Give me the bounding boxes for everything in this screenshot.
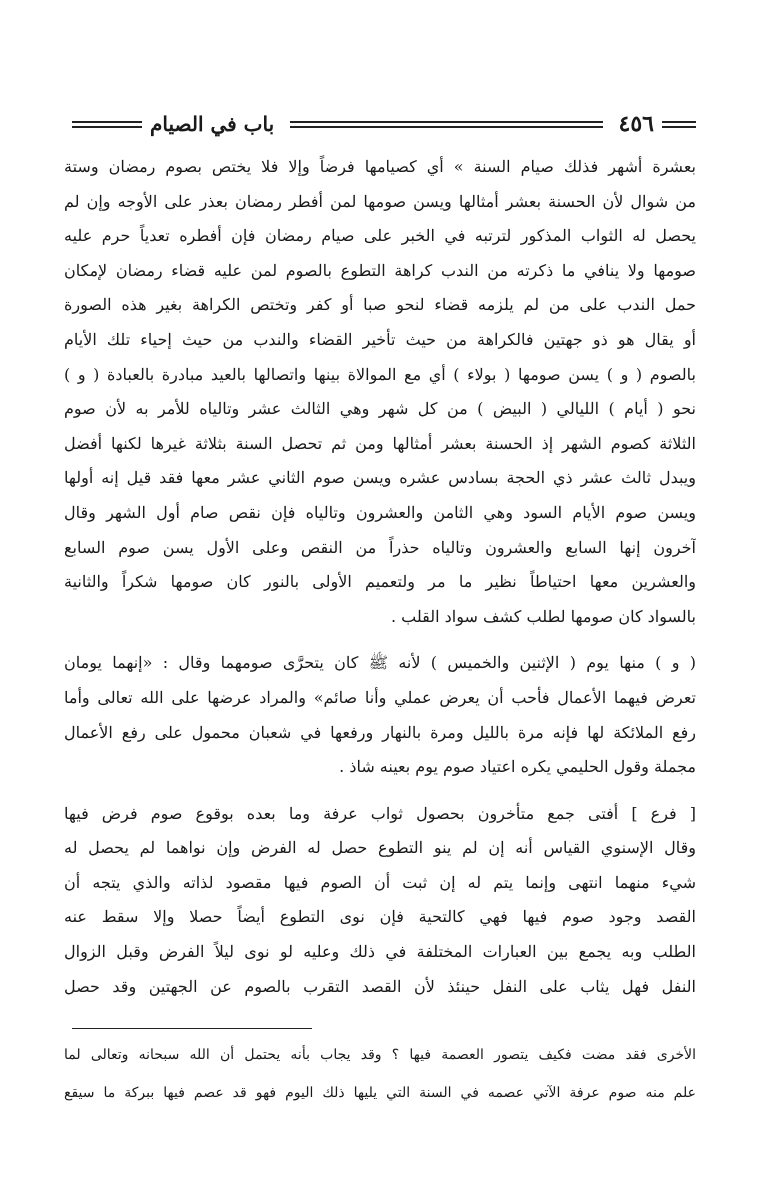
- text-line: بالسواد كان صومها لطلب كشف سواد القلب .: [390, 606, 696, 626]
- text-line: النفل فهل يثاب على النفل حينئذ لأن القصد التقرب بالصوم عن الجهتين وقد حصل: [64, 976, 696, 996]
- text-line: آخرون إنها السابع والعشرون وتالياه حذراً من النقص وعلى الأول يسن صوم السابع: [64, 537, 696, 557]
- footnote-line: علم منه صوم عرفة الآتي عصمه في السنة التي يليها ذلك اليوم فهو قد عصم فيها ببركة ما سيقع: [64, 1085, 696, 1101]
- text-line: الطلب وبه يجمع بين العبارات المختلفة في ذلك وعليه لو نوى ليلاً الفرض وقبل الزوال: [64, 942, 696, 962]
- text-line: بعشرة أشهر فذلك صيام السنة » أي كصيامها فرضاً وإلا فلا يختص بصوم رمضان وستة: [64, 157, 696, 176]
- text-line: تعرض فيهما الأعمال فأحب أن يعرض عملي وأنا صائم» والمراد عرضها على الله تعالى وأما: [64, 687, 696, 707]
- text-line: نحو ( أيام ) الليالي ( البيض ) من كل شهر وهي الثالث عشر وتالياه للأمر به لأن صوم: [64, 399, 696, 419]
- text-line: القصد وجود صوم فيها فهي كالتحية فإن نوى التطوع أيضاً حصلا وإلا سقط عنه: [64, 907, 696, 927]
- text-line: يحصل له الثواب المذكور لترتبه في الخبر على صيام رمضان فإن أفطره تعدياً حرم عليه: [64, 226, 696, 246]
- header-ornament-right: [662, 121, 696, 128]
- text-line: وقال الإسنوي القياس أنه إن لم ينو التطوع حصل له الفرض وإن نواهما لم يحصل له: [64, 838, 696, 858]
- text-line: والعشرين معها احتياطاً نظير ما مر ولتعميم الأولى بالنور كان صومها شكراً والثانية: [64, 572, 696, 592]
- footnote-separator: [72, 1028, 312, 1029]
- chapter-title: باب في الصيام: [150, 112, 275, 136]
- header-ornament-left: [72, 121, 142, 128]
- text-line: شيء منهما انتهى وإنما يتم له إن ثبت أن الصوم فيها مقصود لذاته والذي يتجه أن: [64, 872, 696, 892]
- text-line: ويبدل ثالث عشر ذي الحجة بسادس عشره ويسن صوم الثاني عشر معها فقد قيل إنه أولها: [64, 468, 696, 488]
- page-number: ٤٥٦: [618, 111, 654, 137]
- running-header: [72, 106, 696, 142]
- text-line: رفع الملائكة لها فإنه مرة بالليل ومرة بالنهار ورفعها في شعبان محمول على رفع الأعمال: [64, 722, 696, 742]
- text-line: مجملة وقول الحليمي يكره اعتياد صوم يوم بعينه شاذ .: [339, 757, 696, 777]
- main-text: [64, 150, 696, 1004]
- text-line: من شوال لأن الحسنة بعشر أمثالها ويسن صومها لمن أفطر رمضان بعذر على الأوجه وإن لم: [64, 191, 696, 211]
- paragraph-3: [64, 797, 696, 1005]
- text-line: ( و ) منها يوم ( الإثنين والخميس ) لأنه ﷺ كان يتحرَّى صومهما وقال : «إنهما يومان: [64, 653, 696, 673]
- text-line: الثلاثة كصوم الشهر إذ الحسنة بعشر أمثالها ومن ثم تحصل السنة بثلاثة غيرها لكنها أفضل: [64, 433, 696, 453]
- text-line: أو يقال هو ذو جهتين فالكراهة من حيث تأخير القضاء والندب من حيث إحياء تلك الأيام: [64, 329, 696, 349]
- footnote-line: الأخرى فقد مضت فكيف يتصور العصمة فيها ؟ وقد يجاب بأنه يحتمل أن الله سبحانه وتعالى لما: [64, 1047, 696, 1063]
- text-line: [ فرع ] أفتى جمع متأخرون بحصول ثواب عرفة وما بعده بوقوع صوم فرض فيها: [64, 803, 696, 823]
- footnotes: [64, 1036, 696, 1112]
- text-line: حمل الندب على من لم يلزمه قضاء لنحو صبا أو كفر وتختص الكراهة بغير هذه الصورة: [64, 295, 696, 315]
- text-line: ويسن صوم الأيام السود وهي الثامن والعشرون وتالياه فإن نقص صام أول الشهر وقال: [64, 502, 696, 522]
- header-rule: [290, 121, 602, 128]
- text-line: صومها ولا ينافي ما ذكرته من الندب كراهة التطوع بالصوم لمن عليه قضاء رمضان لإمكان: [64, 260, 696, 280]
- text-line: بالصوم ( و ) يسن صومها ( بولاء ) أي مع الموالاة بينها واتصالها بالعيد مبادرة بالعبادة ( و ): [64, 364, 696, 384]
- paragraph-2: [64, 646, 696, 784]
- paragraph-1: [64, 150, 696, 634]
